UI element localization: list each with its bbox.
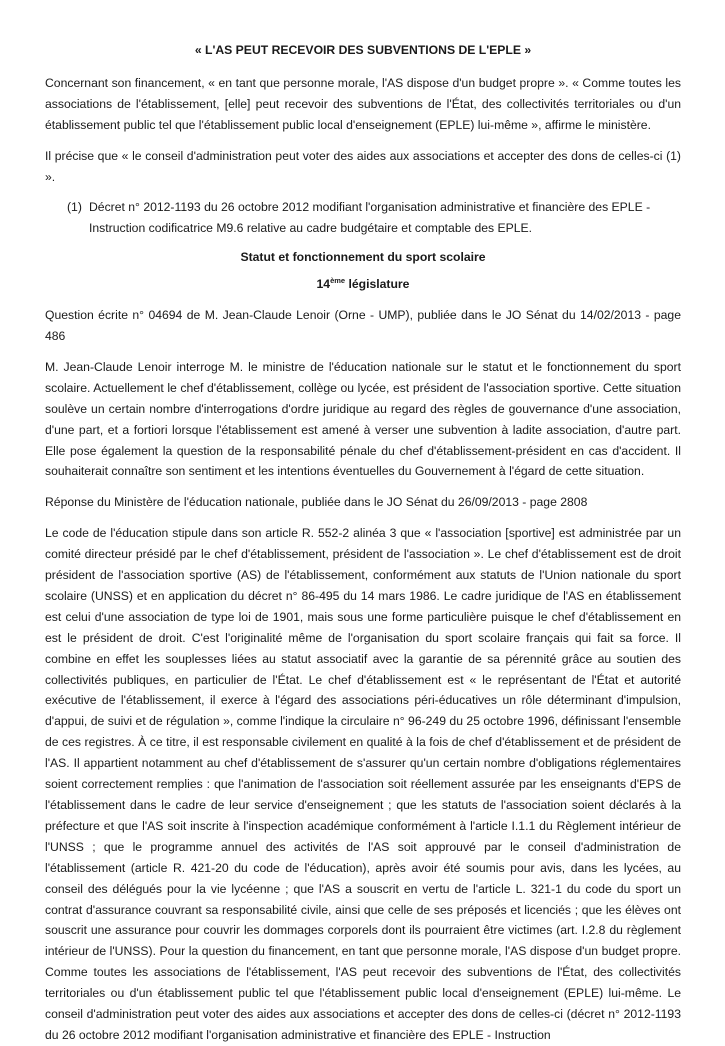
document-page: [45, 40, 681, 1046]
answer-text: Le code de l'éducation stipule dans son article R. 552-2 alinéa 3 que « l'association [sportive] est administrée par un comité directeur présidé par le chef d'établissement, président de l'association ». Le chef d'établissement est de droit président de l'association sportive (AS) de l'établissement, conformément aux statuts de l'Union nationale du sport scolaire (UNSS) et en application du décret n° 86-495 du 14 mars 1986. Le cadre juridique de l'AS en établissement est celui d'une association de type loi de 1901, mais sous une forme particulière puisque le chef d'établissement en est le président de droit. C'est l'originalité même de l'organisation du sport scolaire français qui fait sa force. Il combine en effet les souplesses liées au statut associatif avec la garantie de sa pérennité grâce au soutien des collectivités publiques, en particulier de l'État. Le chef d'établissement est « le représentant de l'État et autorité exécutive de l'établissement, il exerce à l'égard des associations péri-éducatives un rôle déterminant d'impulsion, d'appui, de suivi et de régulation », comme l'indique la circulaire n° 96-249 du 25 octobre 1996, définissant l'ensemble de ces registres. À ce titre, il est responsable civilement en qualité à la fois de chef d'établissement et de président de l'AS. Il appartient notamment au chef d'établissement de s'assurer qu'un certain nombre d'obligations réglementaires soient correctement remplies : que l'animation de l'association soit réellement assurée par les enseignants d'EPS de l'établissement dans le cadre de leur service d'enseignement ; que les statuts de l'association soient déclarés à la préfecture et que l'AS soit inscrite à l'inspection académique conformément à l'article I.1.1 du Règlement intérieur de l'UNSS ; que le programme annuel des activités de l'AS soit approuvé par le conseil d'administration de l'établissement (article R. 421-20 du code de l'éducation), après avoir été soumis pour avis, dans les lycées, au conseil des délégués pour la vie lycéenne ; que l'AS a souscrit en vertu de l'article L. 321-1 du code du sport un contrat d'assurance couvrant sa responsabilité civile, ainsi que celle de ses préposés et licenciés ; que les élèves ont souscrit une assurance pour couvrir les dommages corporels dont ils pourraient être victimes (art. I.2.8 du règlement intérieur de l'UNSS). Pour la question du financement, en tant que personne morale, l'AS dispose d'un budget propre. Comme toutes les associations de l'établissement, l'AS peut recevoir des subventions de l'État, des collectivités territoriales ou d'un établissement public tel que l'établissement public local d'enseignement (EPLE) lui-même. Le conseil d'administration peut voter des aides aux associations et accepter des dons de celles-ci (décret n° 2012-1193 du 26 octobre 2012 modifiant l'organisation administrative et financière des EPLE - Instruction: [45, 526, 681, 1042]
paragraph-council: Il précise que « le conseil d'administration peut voter des aides aux associations et accepter des dons de celles-ci (1) ».: [45, 148, 681, 184]
legislature-heading: [45, 274, 681, 295]
paragraph-financing: Concernant son financement, « en tant que personne morale, l'AS dispose d'un budget propre ». « Comme toutes les associations de l'établissement, [elle] peut recevoir des subventions de l'État, des collectivités territoriales ou d'un établissement public tel que l'établissement public local d'enseignement (EPLE) lui-même », affirme le ministère.: [45, 75, 681, 132]
section-title: Statut et fonctionnement du sport scolaire: [240, 250, 486, 265]
question-text: M. Jean-Claude Lenoir interroge M. le ministre de l'éducation nationale sur le statut et le fonctionnement du sport scolaire. Actuellement le chef d'établissement, collège ou lycée, est président de l'association sportive. Cette situation soulève un certain nombre d'interrogations d'ordre juridique au regard des règles de gouvernance d'une association, d'une part, et a fortiori lorsque l'établissement est amené à verser une subvention à ladite association, d'autre part. Elle pose également la question de la responsabilité pénale du chef d'établissement-président en cas d'accident. Il souhaiterait connaître son sentiment et les intentions éventuelles du Gouvernement à l'égard de cette situation.: [45, 359, 681, 479]
footnote-number: (1): [67, 200, 82, 215]
document-title: « L'AS PEUT RECEVOIR DES SUBVENTIONS DE L'EPLE »: [194, 43, 532, 57]
footnote: [67, 197, 681, 239]
legislature-sup: ème: [330, 276, 346, 286]
legislature-number: 14: [316, 277, 331, 292]
legislature-label: législature: [345, 277, 410, 292]
question-reference: Question écrite n° 04694 de M. Jean-Claude Lenoir (Orne - UMP), publiée dans le JO Sénat du 14/02/2013 - page 486: [45, 308, 681, 343]
answer-reference: Réponse du Ministère de l'éducation nationale, publiée dans le JO Sénat du 26/09/2013 - page 2808: [45, 495, 588, 510]
footnote-text: Décret n° 2012-1193 du 26 octobre 2012 modifiant l'organisation administrative et financière des EPLE - Instruction codificatrice M9.6 relative au cadre budgétaire et comptable des EPLE.: [89, 200, 651, 236]
